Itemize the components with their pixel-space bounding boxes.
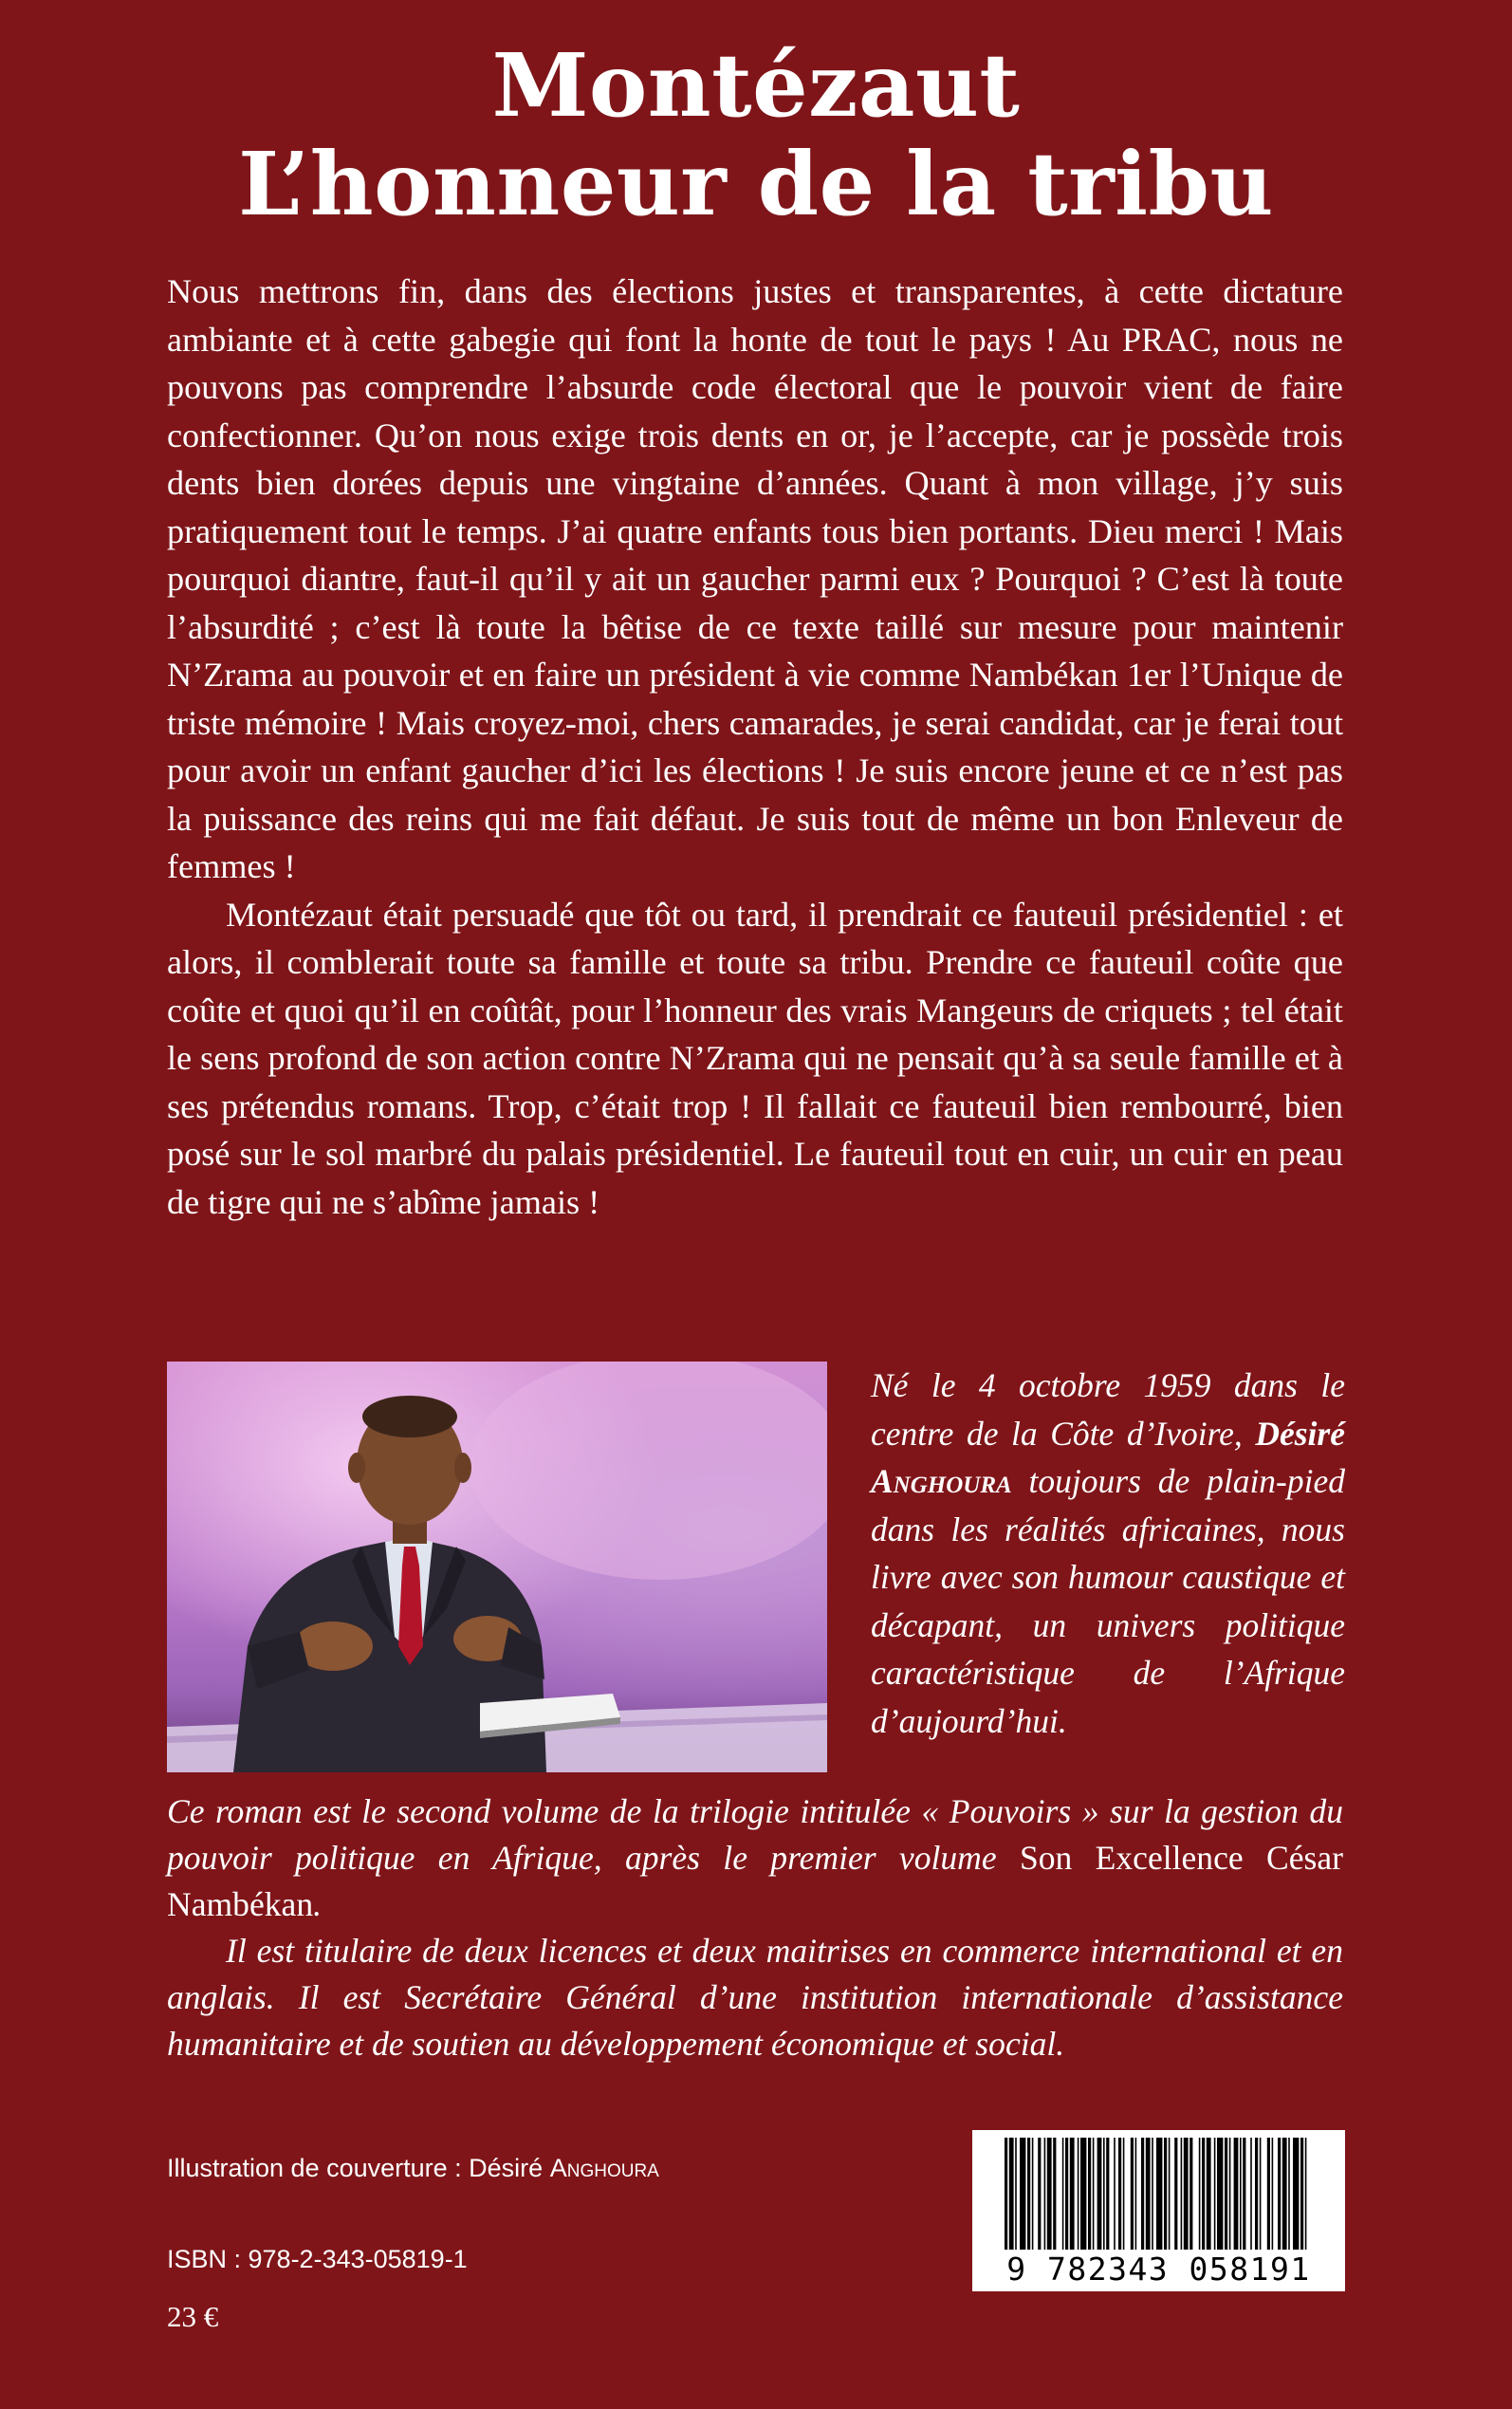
barcode-bar <box>1293 2138 1299 2250</box>
barcode-bar <box>1032 2138 1034 2250</box>
barcode-bar <box>1189 2138 1192 2250</box>
barcode-bar <box>1114 2138 1116 2250</box>
author-first-name: Désiré <box>1255 1414 1345 1453</box>
back-cover-blurb <box>167 268 1343 1226</box>
barcode-bar <box>1305 2138 1307 2250</box>
barcode <box>972 2130 1345 2291</box>
barcode-bar <box>1184 2138 1189 2250</box>
price: 23 € <box>167 2300 219 2333</box>
barcode-bar <box>1174 2138 1177 2250</box>
isbn: ISBN : 978-2-343-05819-1 <box>167 2245 468 2273</box>
illustration-credit <box>167 2152 659 2184</box>
author-bio-intro: Né le 4 octobre 1959 dans le centre de la Côte d’Ivoire, <box>871 1366 1345 1453</box>
barcode-bar <box>1199 2138 1201 2250</box>
novel-info-paragraph-1 <box>167 1788 1343 1928</box>
barcode-bar <box>1080 2138 1086 2250</box>
barcode-bar <box>1123 2138 1125 2250</box>
barcode-bar <box>1078 2138 1079 2250</box>
barcode-bar <box>1047 2138 1052 2250</box>
author-photo <box>167 1362 827 1772</box>
barcode-bar <box>1282 2138 1287 2250</box>
blurb-paragraph-2: Montézaut était persuadé que tôt ou tard, il prendrait ce fauteuil présidentiel : et alors, il comblerait toute sa famille et toute sa tribu. Prendre ce fauteuil coûte que coûte et quoi qu’il en coûtât, pour l’honneur des vrais Mangeurs de criquets ; tel était le sens profond de son action contre N’Zrama qui ne pensait qu’à sa seule famille et à ses prétendus romans. Trop, c’était trop ! Il fallait ce fauteuil bien rembourré, bien posé sur le sol marbré du palais présidentiel. Le fauteuil tout en cuir, un cuir en peau de tigre qui ne s’abîme jamais ! <box>167 895 1343 1221</box>
barcode-digits: 9 782343 058191 <box>1006 2251 1311 2288</box>
barcode-bar <box>1278 2138 1281 2250</box>
novel-info-end: . <box>313 1885 323 1923</box>
novel-info-paragraph-2: Il est titulaire de deux licences et deux maitrises en commerce international et en anglais. Il est Secrétaire Général d’une institution internationale d’assistance humanitaire et de soutien au développement économique et social. <box>167 1932 1343 2063</box>
blurb-paragraph-1: Nous mettrons fin, dans des élections justes et transparentes, à cette dictature ambiante et à cette gabegie qui font la honte de tout le pays ! Au PRAC, nous ne pouvons pas comprendre l’absurde code électoral que le pouvoir vient de faire confectionner. Qu’on nous exige trois dents en or, je l’accepte, car je possède trois dents bien dorées depuis une vingtaine d’années. Quant à mon village, j’y suis pratiquement tout le temps. J’ai quatre enfants tous bien portants. Dieu merci ! Mais pourquoi diantre, faut-il qu’il y ait un gaucher parmi eux ? Pourquoi ? C’est là toute l’absurdité ; c’est là toute la bêtise de ce texte taillé sur mesure pour maintenir N’Zrama au pouvoir et en faire un président à vie comme Nambékan 1er l’Unique de triste mémoire ! Mais croyez-moi, chers camarades, je serai candidat, car je ferai tout pour avoir un enfant gaucher d’ici les élections ! Je suis encore jeune et ce n’est pas la puissance des reins qui me fait défaut. Je suis tout de même un bon Enleveur de femmes ! <box>167 272 1343 885</box>
barcode-bar <box>1062 2138 1064 2250</box>
barcode-bar <box>1152 2138 1153 2250</box>
barcode-bar <box>1225 2138 1227 2250</box>
barcode-bar <box>1088 2138 1091 2250</box>
barcode-bar <box>1135 2138 1137 2250</box>
author-bio-rest: toujours de plain-pied dans les réalités africaines, nous livre avec son humour caustique et décapant, un univers politique caractéristique de l’Afrique d’aujourd’hui. <box>871 1462 1345 1740</box>
barcode-bar <box>1027 2138 1030 2250</box>
barcode-bar <box>1038 2138 1041 2250</box>
barcode-bar <box>1229 2138 1231 2250</box>
barcode-bar <box>1103 2138 1105 2250</box>
barcode-bar <box>1234 2138 1239 2250</box>
barcode-bar <box>1097 2138 1102 2250</box>
barcode-bar <box>1065 2138 1068 2250</box>
book-title <box>0 36 1512 233</box>
barcode-bar <box>1217 2138 1223 2250</box>
illustration-credit-label: Illustration de couverture : <box>167 2154 470 2182</box>
barcode-bar <box>1255 2138 1258 2250</box>
author-photo-illustration <box>167 1362 827 1772</box>
barcode-bar <box>1288 2138 1290 2250</box>
barcode-bar <box>1300 2138 1303 2250</box>
novel-info <box>167 1788 1343 2067</box>
title-line-2: L’honneur de la tribu <box>238 133 1274 235</box>
barcode-bar <box>1214 2138 1216 2250</box>
barcode-bar <box>1015 2138 1017 2250</box>
author-bio <box>871 1362 1345 1745</box>
novel-info-intro: Ce roman est le second volume de la trilogie intitulée « Pouvoirs » sur la gestion du pouvoir politique en Afrique, après le premier volume <box>167 1792 1343 1877</box>
barcode-bar <box>1106 2138 1109 2250</box>
barcode-bar <box>1267 2138 1270 2250</box>
barcode-bar <box>1005 2138 1007 2250</box>
illustration-credit-first-name: Désiré <box>469 2154 544 2182</box>
barcode-bar <box>1202 2138 1205 2250</box>
barcode-bar <box>1250 2138 1252 2250</box>
barcode-bar <box>1240 2138 1242 2250</box>
barcode-bar <box>1146 2138 1151 2250</box>
barcode-bar <box>1141 2138 1144 2250</box>
barcode-bars <box>1005 2138 1313 2250</box>
barcode-bar <box>1070 2138 1075 2250</box>
author-last-name: Anghoura <box>871 1462 1012 1500</box>
barcode-bar <box>1272 2138 1274 2250</box>
barcode-bar <box>1118 2138 1121 2250</box>
first-volume-title: Son Excellence César Nambékan <box>167 1839 1343 1923</box>
barcode-bar <box>1020 2138 1025 2250</box>
illustration-credit-last-name: Anghoura <box>549 2154 659 2182</box>
title-line-1: Montézaut <box>491 34 1021 137</box>
barcode-bar <box>1169 2138 1171 2250</box>
barcode-bar <box>1207 2138 1211 2250</box>
barcode-bar <box>1181 2138 1183 2250</box>
barcode-bar <box>1243 2138 1245 2250</box>
barcode-bar <box>1053 2138 1056 2250</box>
barcode-bar <box>1044 2138 1046 2250</box>
barcode-bar <box>1156 2138 1162 2250</box>
barcode-bar <box>1009 2138 1014 2250</box>
barcode-bar <box>1131 2138 1134 2250</box>
barcode-bar <box>1093 2138 1095 2250</box>
barcode-bar <box>1164 2138 1167 2250</box>
barcode-bar <box>1260 2138 1262 2250</box>
